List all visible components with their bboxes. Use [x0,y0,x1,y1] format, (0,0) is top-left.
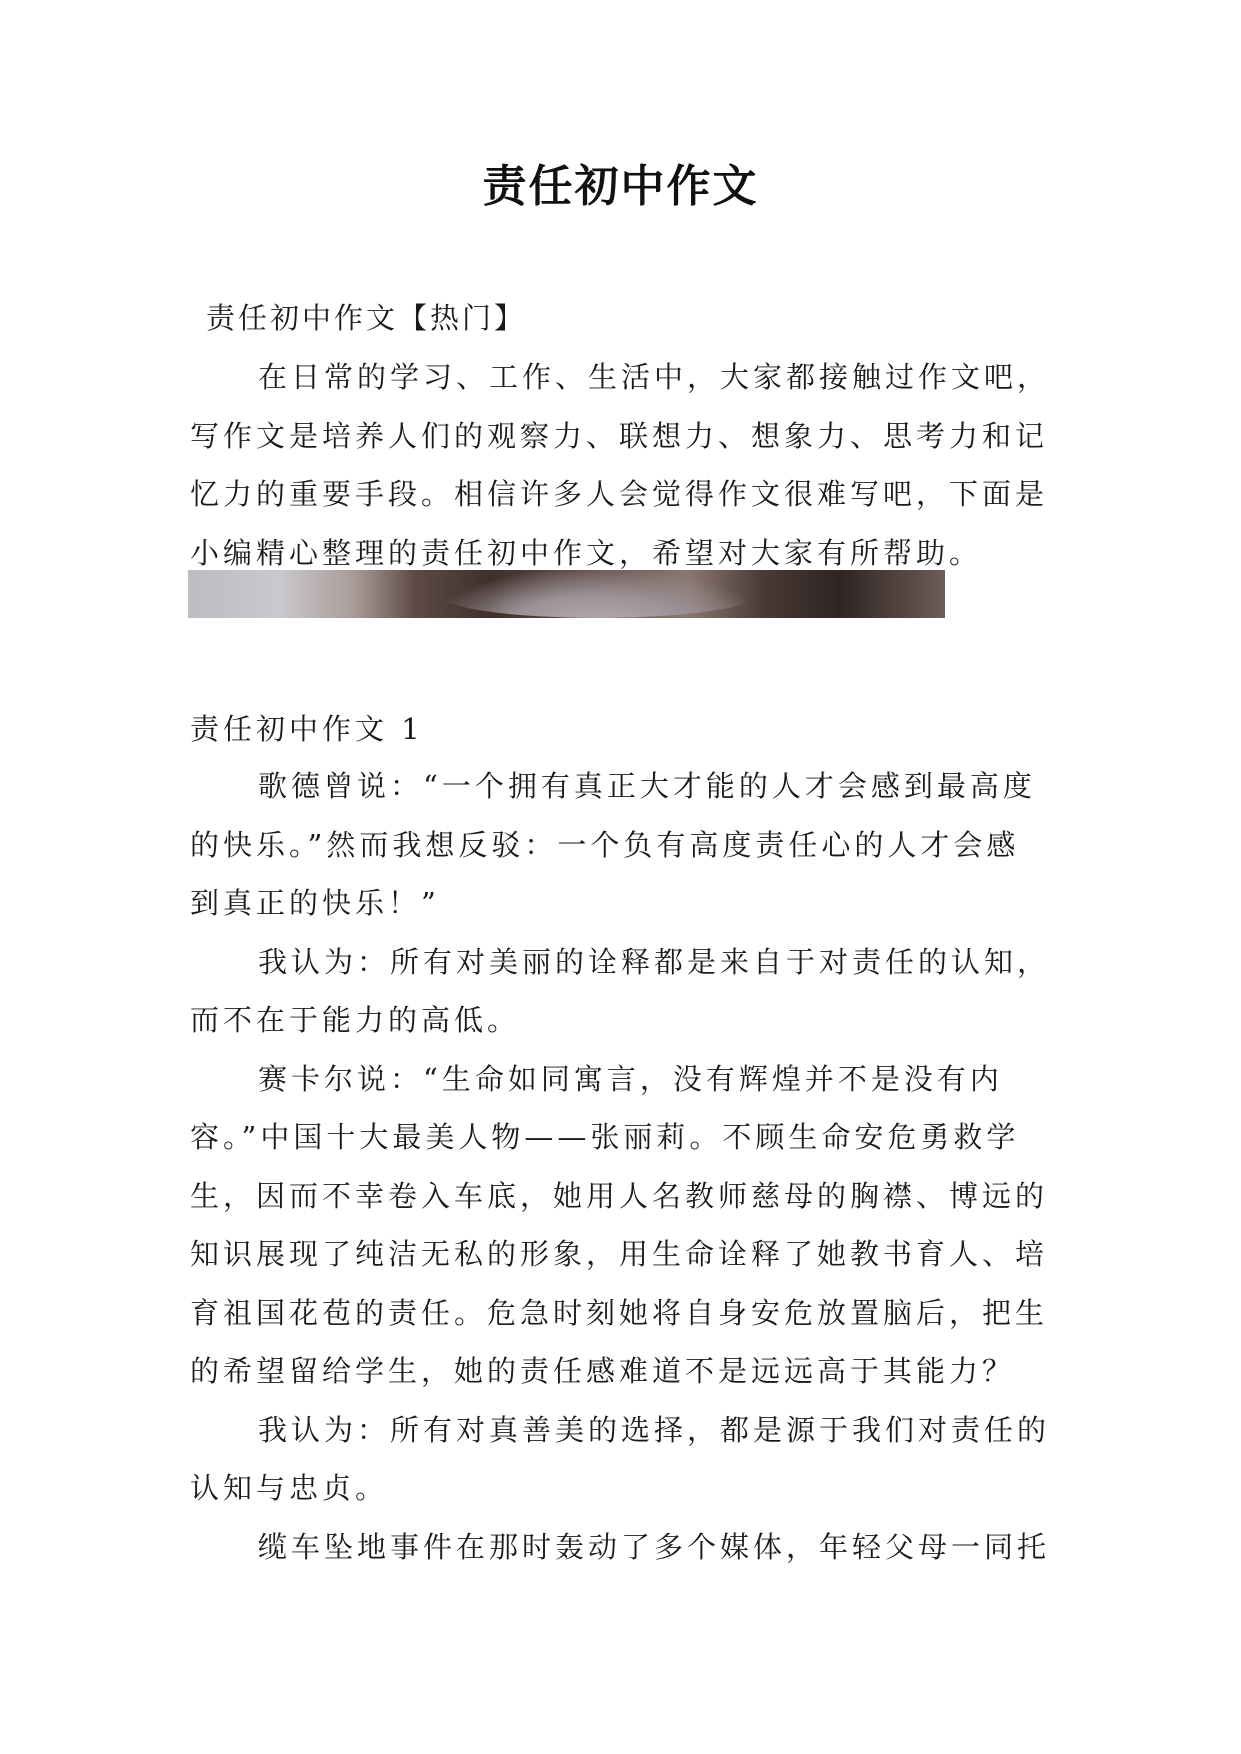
body-line: 到真正的快乐！” [190,886,440,920]
intro-line: 小编精心整理的责任初中作文，希望对大家有所帮助。 [190,536,983,570]
photo-shading [438,570,758,618]
document-subtitle: 责任初中作文【热门】 [206,301,527,335]
body-line: 的希望留给学生，她的责任感难道不是远远高于其能力？ [190,1354,1016,1388]
intro-line: 在日常的学习、工作、生活中，大家都接触过作文吧， [258,360,1051,394]
body-line: 缆车坠地事件在那时轰动了多个媒体，年轻父母一同托 [258,1530,1051,1564]
intro-line: 忆力的重要手段。相信许多人会觉得作文很难写吧，下面是 [190,477,1049,511]
body-line: 育祖国花苞的责任。危急时刻她将自身安危放置脑后，把生 [190,1296,1049,1330]
body-line: 生，因而不幸卷入车底，她用人名教师慈母的胸襟、博远的 [190,1179,1049,1213]
body-line: 知识展现了纯洁无私的形象，用生命诠释了她教书育人、培 [190,1237,1049,1271]
body-line: 歌德曾说：“一个拥有真正大才能的人才会感到最高度 [258,769,1036,803]
body-line: 而不在于能力的高低。 [190,1003,521,1037]
body-line: 我认为：所有对真善美的选择，都是源于我们对责任的 [258,1413,1051,1447]
intro-line: 写作文是培养人们的观察力、联想力、想象力、思考力和记 [190,419,1049,453]
body-line: 我认为：所有对美丽的诠释都是来自于对责任的认知， [258,945,1051,979]
document-title: 责任初中作文 [482,161,759,212]
body-line: 赛卡尔说：“生命如同寓言，没有辉煌并不是没有内 [258,1062,1003,1096]
body-line: 的快乐。”然而我想反驳：一个负有高度责任心的人才会感 [190,828,1020,862]
body-line: 容。”中国十大最美人物——张丽莉。不顾生命安危勇救学 [190,1120,1020,1154]
embedded-photo [188,570,945,618]
section-heading: 责任初中作文 1 [190,712,424,746]
body-line: 认知与忠贞。 [190,1471,389,1505]
